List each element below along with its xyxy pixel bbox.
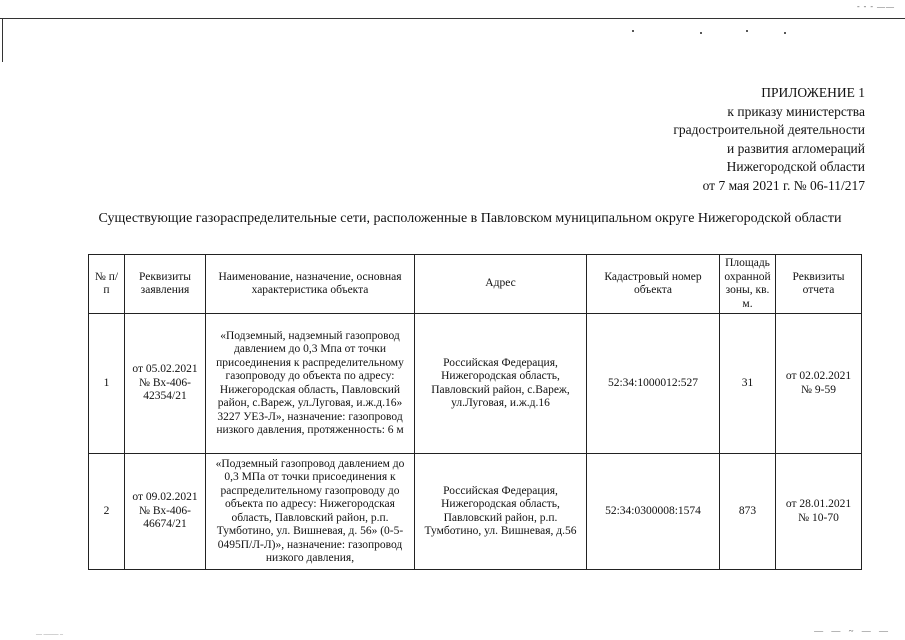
header-cadastral-number: Кадастровый номер объекта: [587, 255, 720, 314]
cell-address: Российская Федерация, Нижегородская область, Павловский район, р.п. Тумботино, ул. Вишневая, д.56: [415, 454, 587, 570]
header-number: № п/п: [89, 255, 125, 314]
gas-networks-table: [88, 254, 862, 570]
cell-report: от 28.01.2021 № 10-70: [776, 454, 862, 570]
appendix-line: от 7 мая 2021 г. № 06-11/217: [702, 177, 865, 193]
appendix-block: [673, 84, 865, 195]
table-row: [89, 314, 862, 454]
header-report: Реквизиты отчета: [776, 255, 862, 314]
scan-border-top: [0, 18, 905, 19]
scan-artifact-bottom-left: –– ––––– –: [36, 632, 63, 638]
cell-report: от 02.02.2021 № 9-59: [776, 314, 862, 454]
scan-artifact-top: - - - ——: [857, 2, 895, 11]
table-header-row: [89, 255, 862, 314]
scan-speck: [784, 32, 786, 34]
appendix-line: градостроительной деятельности: [673, 122, 865, 137]
cell-object-name: «Подземный, надземный газопровод давлением до 0,3 Мпа от точки присоединения к распределительному газопроводу до объекта по адресу: Нижегородская область, Павловский район, с.Вареж, ул.Луговая, и.ж.д.16» 3227 УЕЗ-Л», назначение: газопровод низкого давления, протяженность: 6 м: [206, 314, 415, 454]
cell-address: Российская Федерация, Нижегородская область, Павловский район, с.Вареж, ул.Луговая, и.ж.д.16: [415, 314, 587, 454]
cell-protection-zone-area: 873: [720, 454, 776, 570]
header-application: Реквизиты заявления: [125, 255, 206, 314]
scan-artifact-bottom-right: — — ~ — —: [814, 626, 891, 636]
appendix-line: и развития агломераций: [726, 140, 865, 156]
cell-cadastral-number: 52:34:0300008:1574: [587, 454, 720, 570]
cell-cadastral-number: 52:34:1000012:527: [587, 314, 720, 454]
table-row: [89, 454, 862, 570]
document-title: Существующие газораспределительные сети, расположенные в Павловском муниципальном округе Нижегородской области: [98, 211, 842, 226]
scan-border-left: [2, 18, 3, 62]
appendix-line: ПРИЛОЖЕНИЕ 1: [761, 85, 865, 100]
cell-application: от 05.02.2021 № Вх-406-42354/21: [125, 314, 206, 454]
header-address: Адрес: [415, 255, 587, 314]
cell-protection-zone-area: 31: [720, 314, 776, 454]
appendix-line: Нижегородской области: [726, 159, 865, 174]
cell-application: от 09.02.2021 № Вх-406-46674/21: [125, 454, 206, 570]
cell-number: 2: [89, 454, 125, 570]
scan-speck: [746, 30, 748, 32]
cell-number: 1: [89, 314, 125, 454]
header-protection-zone-area: Площадь охранной зоны, кв. м.: [720, 255, 776, 314]
scan-speck: [632, 30, 634, 32]
cell-object-name: «Подземный газопровод давлением до 0,3 МПа от точки присоединения к распределительному газопроводу до объекта по адресу: Нижегородская область, Павловский район, р.п. Тумботино, ул. Вишневая, д. 56» (0-5-0495П/Л-Л)», назначение: газопровод низкого давления,: [206, 454, 415, 570]
header-object-name: Наименование, назначение, основная характеристика объекта: [206, 255, 415, 314]
scan-speck: [700, 32, 702, 34]
appendix-line: к приказу министерства: [727, 103, 865, 119]
